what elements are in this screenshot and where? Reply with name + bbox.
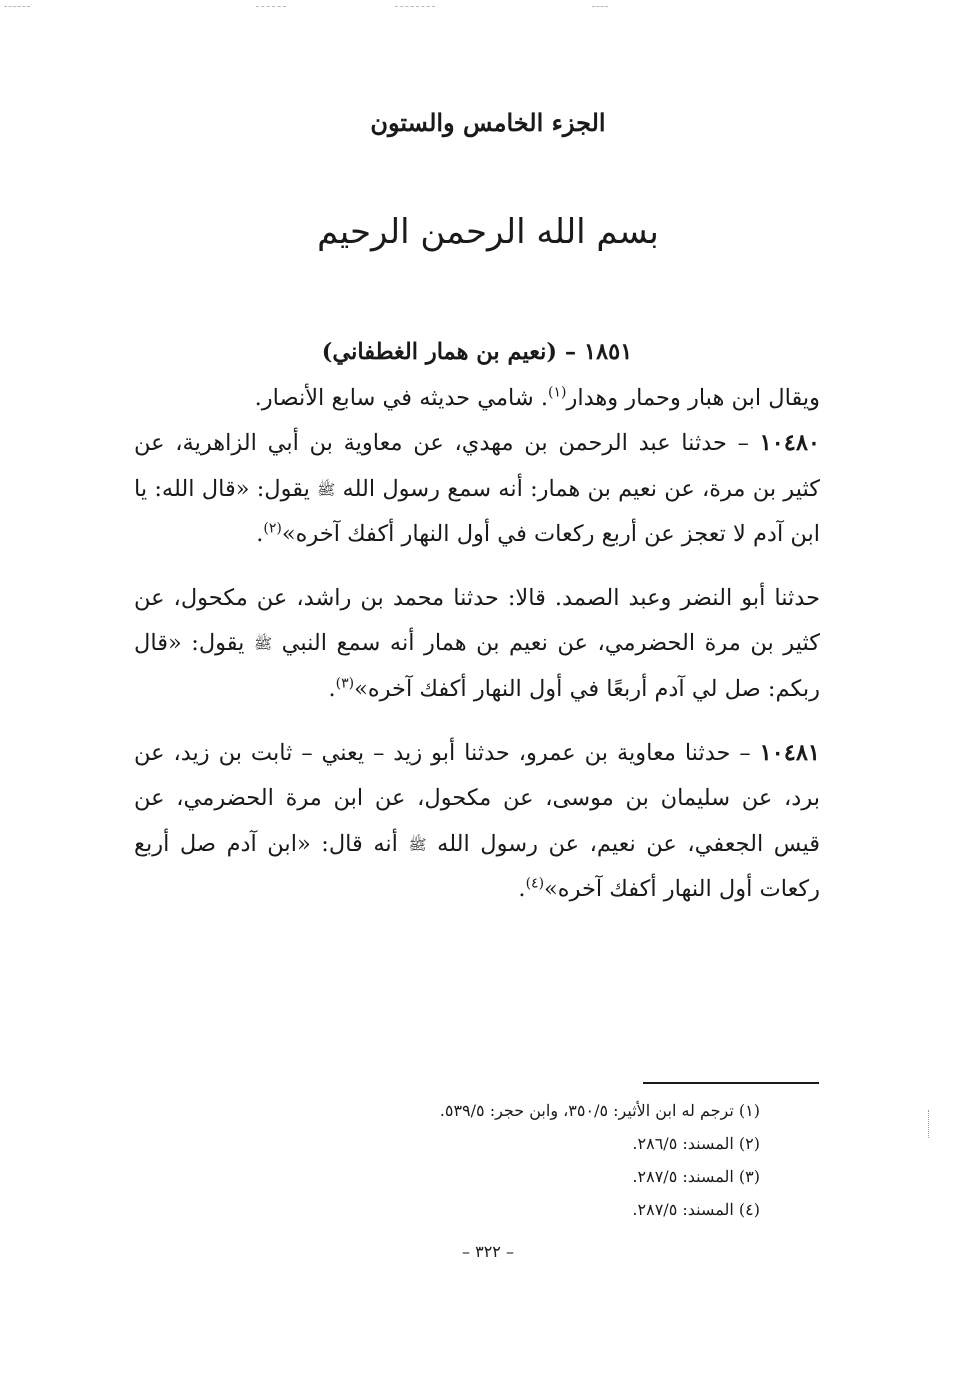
- footnote-separator: [643, 1082, 819, 1084]
- margin-dots: [928, 1110, 932, 1138]
- hadith-text: – حدثنا عبد الرحمن بن مهدي، عن معاوية بن أبي الزاهرية، عن كثير بن مرة، عن نعيم بن همار: أنه سمع رسول الله: [134, 430, 821, 502]
- scan-mark: [592, 6, 608, 8]
- footnotes: [280, 1094, 760, 1226]
- footnote-3: (٣) المسند: ٢٨٧/٥.: [632, 1167, 760, 1186]
- hadith-end: .: [256, 521, 264, 548]
- hadith-paragraph: [134, 421, 820, 558]
- salutation-glyph: ﷺ: [317, 479, 336, 498]
- paragraph-gap: [134, 713, 820, 731]
- basmala-calligraphy: بسم الله الرحمن الرحيم: [317, 212, 659, 252]
- salutation-glyph: ﷺ: [408, 834, 427, 853]
- footnote-mark: (٢): [263, 520, 282, 537]
- hadith-number: ١٠٤٨١: [759, 739, 820, 766]
- entry-number: ١٨٥١: [583, 339, 633, 365]
- hadith-text: حدثنا أبو النضر وعبد الصمد. قالا: حدثنا محمد بن راشد، عن مكحول، عن كثير بن مرة الحضرمي، عن نعيم بن همار أنه سمع النبي: [134, 584, 820, 657]
- intro-text-end: . شامي حديثه في سابع الأنصار.: [254, 384, 549, 411]
- intro-text: ويقال ابن هبار وحمار وهدار: [566, 384, 820, 411]
- paragraph-gap: [134, 558, 820, 576]
- footnote-mark: (١): [548, 384, 567, 400]
- scan-mark: [395, 6, 435, 8]
- main-text: [134, 330, 820, 913]
- hadith-variant-paragraph: [134, 576, 820, 713]
- scan-edge-marks: [0, 6, 976, 8]
- hadith-number: ١٠٤٨٠: [759, 430, 820, 456]
- hadith-text-continued: أنه قال: «ابن آدم صل أربع ركعات أول النهار أكفك آخره»: [134, 830, 820, 903]
- hadith-text-continued: يقول: «قال الله: يا ابن آدم لا تعجز عن أربع ركعات في أول النهار أكفك آخره»: [134, 475, 820, 548]
- hadith-end: .: [328, 676, 336, 702]
- footnote-2: (٢) المسند: ٢٨٦/٥.: [632, 1134, 760, 1153]
- hadith-text-continued: يقول: «قال ربكم: صل لي آدم أربعًا في أول النهار أكفك آخره»: [134, 630, 820, 702]
- entry-heading: [134, 330, 820, 376]
- part-title: الجزء الخامس والستون: [370, 108, 606, 137]
- scan-mark: [4, 6, 30, 8]
- page-number: – ٣٢٢ –: [462, 1242, 514, 1261]
- hadith-paragraph: [134, 731, 820, 913]
- entry-title: – (نعيم بن همار الغطفاني): [321, 339, 577, 365]
- salutation-glyph: ﷺ: [253, 634, 273, 653]
- hadith-end: .: [518, 876, 526, 903]
- footnote-4: (٤) المسند: ٢٨٧/٥.: [632, 1200, 760, 1219]
- entry-intro: [134, 376, 820, 422]
- scan-mark: [256, 6, 286, 8]
- footnote-mark: (٣): [335, 675, 355, 692]
- hadith-text: – حدثنا معاوية بن عمرو، حدثنا أبو زيد – يعني – ثابت بن زيد، عن برد، عن سليمان بن موسى، عن مكحول، عن ابن مرة الحضرمي، عن قيس الجعفي، عن نعيم، عن رسول الله: [134, 739, 821, 857]
- footnote-1: (١) ترجم له ابن الأثير: ٣٥٠/٥، وابن حجر: ٥٣٩/٥.: [439, 1101, 760, 1120]
- footnote-mark: (٤): [525, 875, 545, 892]
